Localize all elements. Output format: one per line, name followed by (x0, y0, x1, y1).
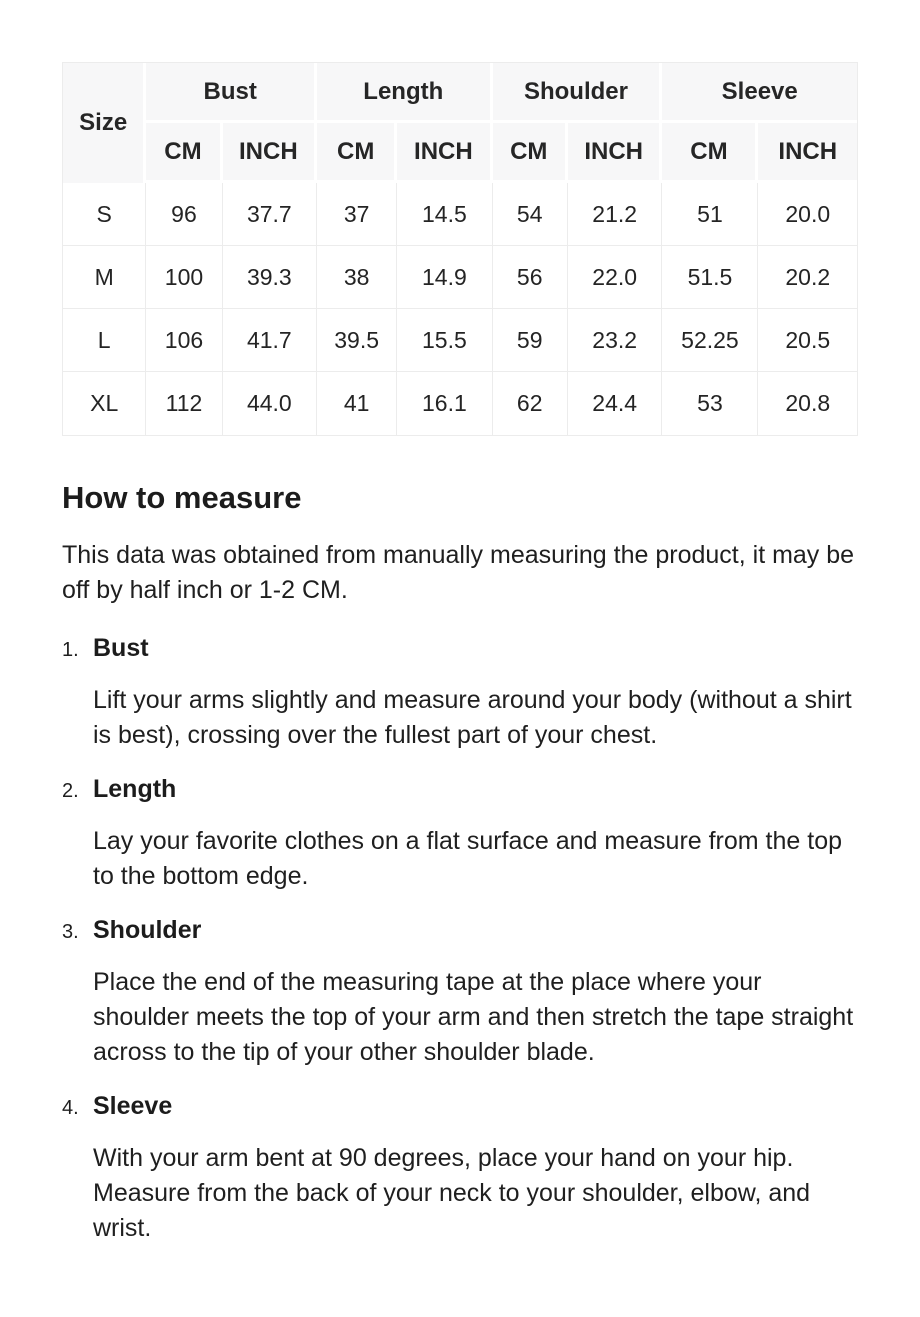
value-cell: 38 (317, 246, 397, 309)
value-cell: 21.2 (568, 183, 662, 246)
value-cell: 20.5 (758, 309, 857, 372)
value-cell: 62 (493, 372, 568, 435)
value-cell: 20.8 (758, 372, 857, 435)
unit-header-length-cm: CM (317, 123, 397, 183)
value-cell: 52.25 (662, 309, 758, 372)
value-cell: 22.0 (568, 246, 662, 309)
table-row-size-s (63, 183, 857, 246)
step-heading (62, 1092, 858, 1121)
size-chart-table (62, 62, 858, 436)
value-cell: 41 (317, 372, 397, 435)
step-number: 1. (62, 639, 79, 661)
value-cell: 53 (662, 372, 758, 435)
value-cell: 14.5 (397, 183, 492, 246)
size-cell: M (63, 246, 146, 309)
step-description: Lay your favorite clothes on a flat surface and measure from the top to the bottom edge. (93, 827, 843, 890)
value-cell: 16.1 (397, 372, 492, 435)
step-heading (62, 916, 858, 945)
size-cell: XL (63, 372, 146, 435)
step-description: Lift your arms slightly and measure around your body (without a shirt is best), crossing over the fullest part of your chest. (93, 686, 852, 749)
step-number: 4. (62, 1097, 79, 1119)
measure-steps-list (62, 634, 858, 1246)
step-description: Place the end of the measuring tape at the place where your shoulder meets the top of your arm and then stretch the tape straight across to the tip of your other shoulder blade. (93, 968, 854, 1066)
measure-disclaimer-text: This data was obtained from manually measuring the product, it may be off by half inch or 1-2 CM. (62, 541, 855, 604)
how-to-measure-heading: How to measure (62, 480, 302, 515)
measure-step-length (62, 775, 858, 894)
unit-header-bust-cm: CM (146, 123, 222, 183)
step-title: Shoulder (93, 916, 202, 944)
value-cell: 15.5 (397, 309, 492, 372)
step-title: Bust (93, 634, 149, 662)
table-group-header-row (63, 63, 857, 123)
value-cell: 56 (493, 246, 568, 309)
column-header-size: Size (63, 63, 146, 183)
value-cell: 41.7 (223, 309, 317, 372)
unit-header-sleeve-inch: INCH (758, 123, 857, 183)
value-cell: 96 (146, 183, 222, 246)
step-heading (62, 634, 858, 663)
table-row-size-l (63, 309, 857, 372)
value-cell: 51.5 (662, 246, 758, 309)
unit-header-bust-inch: INCH (223, 123, 317, 183)
value-cell: 112 (146, 372, 222, 435)
unit-header-sleeve-cm: CM (662, 123, 758, 183)
value-cell: 24.4 (568, 372, 662, 435)
step-title: Length (93, 775, 177, 803)
value-cell: 54 (493, 183, 568, 246)
step-heading (62, 775, 858, 804)
value-cell: 20.0 (758, 183, 857, 246)
value-cell: 20.2 (758, 246, 857, 309)
column-header-bust: Bust (146, 63, 317, 123)
value-cell: 39.5 (317, 309, 397, 372)
step-number: 2. (62, 780, 79, 802)
table-row-size-m (63, 246, 857, 309)
measure-step-shoulder (62, 916, 858, 1070)
value-cell: 39.3 (223, 246, 317, 309)
value-cell: 44.0 (223, 372, 317, 435)
size-cell: L (63, 309, 146, 372)
step-title: Sleeve (93, 1092, 173, 1120)
unit-header-shoulder-cm: CM (493, 123, 568, 183)
value-cell: 59 (493, 309, 568, 372)
unit-header-shoulder-inch: INCH (568, 123, 662, 183)
value-cell: 37.7 (223, 183, 317, 246)
unit-header-length-inch: INCH (397, 123, 492, 183)
column-header-sleeve: Sleeve (662, 63, 857, 123)
table-unit-header-row (63, 123, 857, 183)
column-header-length: Length (317, 63, 492, 123)
size-cell: S (63, 183, 146, 246)
value-cell: 23.2 (568, 309, 662, 372)
column-header-shoulder: Shoulder (493, 63, 663, 123)
value-cell: 106 (146, 309, 222, 372)
value-cell: 14.9 (397, 246, 492, 309)
value-cell: 37 (317, 183, 397, 246)
step-number: 3. (62, 921, 79, 943)
table-row-size-xl (63, 372, 857, 435)
value-cell: 51 (662, 183, 758, 246)
value-cell: 100 (146, 246, 222, 309)
step-description: With your arm bent at 90 degrees, place your hand on your hip. Measure from the back of your neck to your shoulder, elbow, and wrist. (93, 1144, 811, 1242)
measure-step-bust (62, 634, 858, 753)
measure-step-sleeve (62, 1092, 858, 1246)
